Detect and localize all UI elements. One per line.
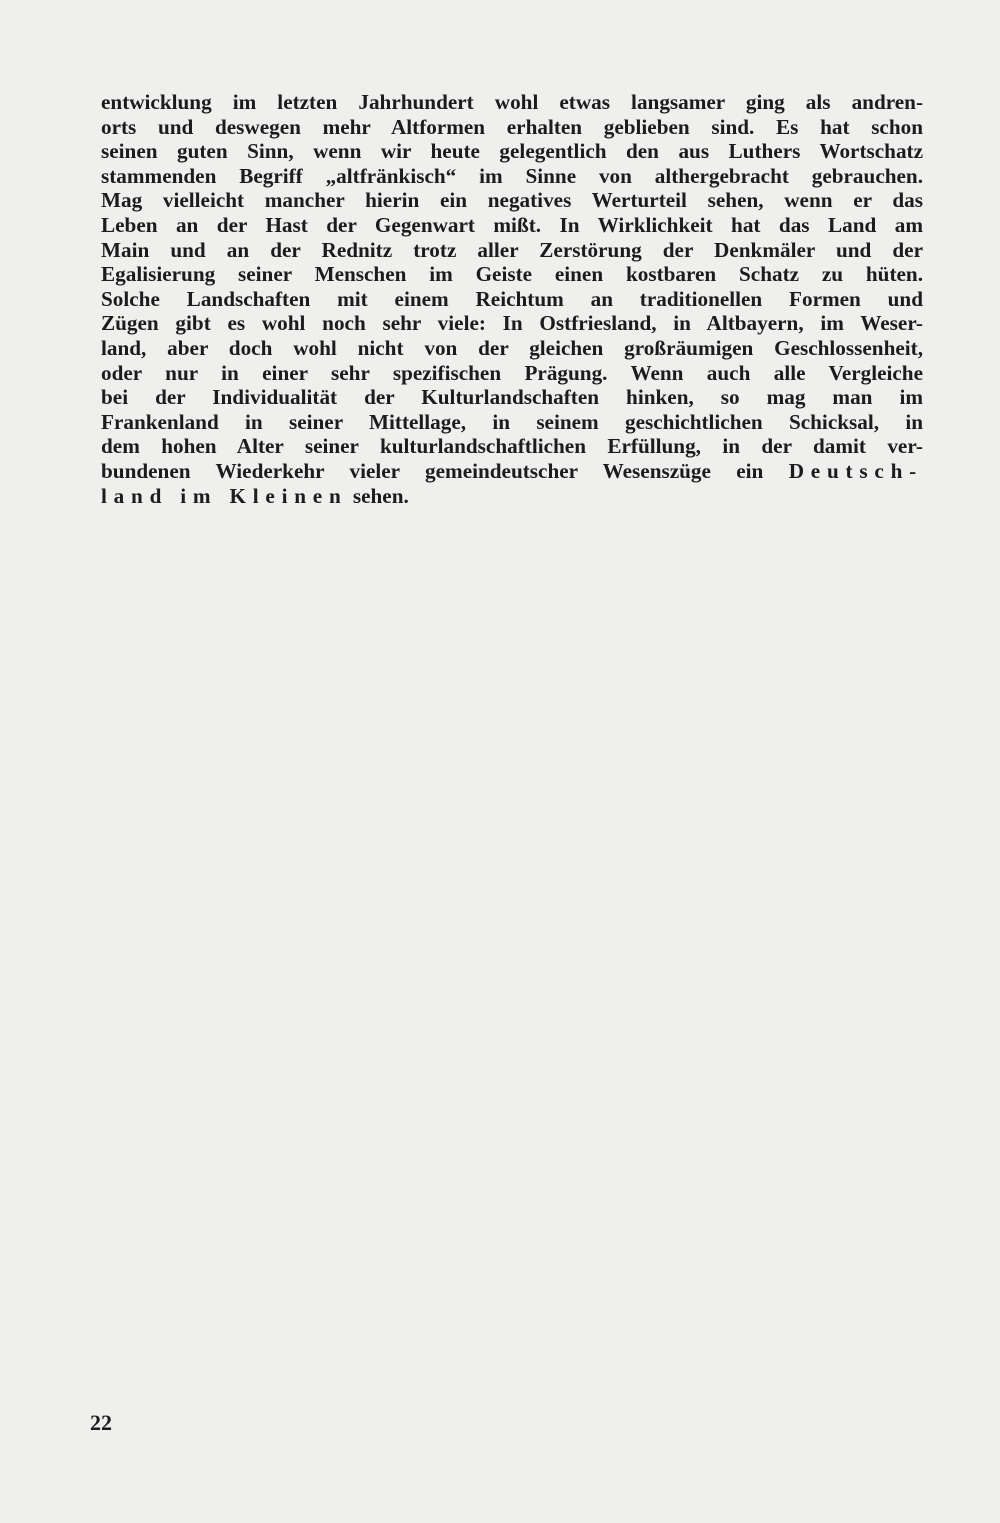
text-line: entwicklung im letzten Jahrhundert wohl etwas langsamer ging als andren- [101, 90, 923, 114]
text-line-with-spaced-phrase [101, 459, 923, 484]
text-line: land, aber doch wohl nicht von der gleichen großräumigen Geschlossenheit, [101, 335, 923, 360]
text-line: Zügen gibt es wohl noch sehr viele: In Ostfriesland, in Altbayern, im Weser- [101, 311, 923, 336]
final-text-line [101, 484, 923, 509]
body-paragraph [101, 90, 923, 508]
spaced-emphasis: Deutsch- [788, 458, 923, 483]
text-line: dem hohen Alter seiner kulturlandschaftlichen Erfüllung, in der damit ver- [101, 434, 923, 459]
text-line: Solche Landschaften mit einem Reichtum an traditionellen Formen und [101, 286, 923, 311]
text-line: stammenden Begriff „altfränkisch“ im Sinne von althergebracht gebrauchen. [101, 163, 923, 188]
text-line: bei der Individualität der Kulturlandschaften hinken, so mag man im [101, 385, 923, 410]
text-line: seinen guten Sinn, wenn wir heute gelegentlich den aus Luthers Wortschatz [101, 139, 923, 164]
text-segment: sehen. [352, 483, 409, 508]
text-line: oder nur in einer sehr spezifischen Prägung. Wenn auch alle Vergleiche [101, 360, 923, 385]
text-line: orts und deswegen mehr Altformen erhalten geblieben sind. Es hat schon [101, 114, 923, 139]
text-segment: bundenen Wiederkehr vieler gemeindeutscher Wesenszüge ein [101, 458, 764, 483]
text-line: Egalisierung seiner Menschen im Geiste einen kostbaren Schatz zu hüten. [101, 262, 923, 287]
text-line: Mag vielleicht mancher hierin ein negatives Werturteil sehen, wenn er das [101, 188, 923, 213]
text-line: Main und an der Rednitz trotz aller Zerstörung der Denkmäler und der [101, 237, 923, 262]
page-number: 22 [90, 1410, 112, 1435]
spaced-emphasis: land im Kleinen [101, 483, 348, 508]
text-line: Frankenland in seiner Mittellage, in seinem geschichtlichen Schicksal, in [101, 409, 923, 434]
text-line: Leben an der Hast der Gegenwart mißt. In Wirklichkeit hat das Land am [101, 212, 923, 237]
